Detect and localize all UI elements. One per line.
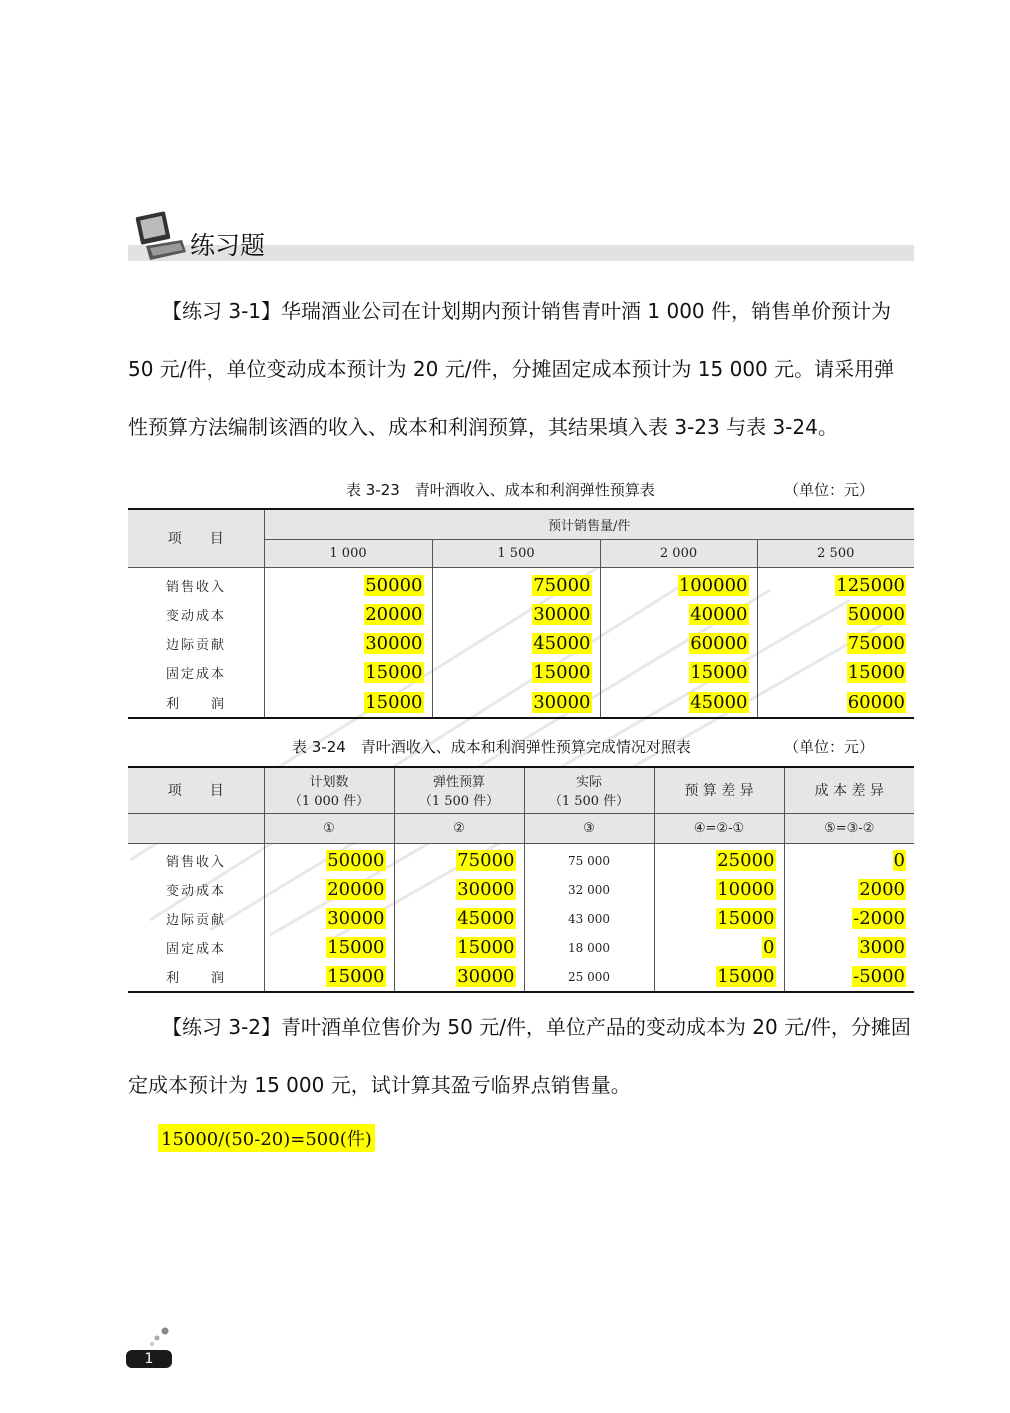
exercise-2-line2: 定成本预计为 15 000 元，试计算其盈亏临界点销售量。 <box>128 1073 631 1097</box>
cell-value: 3000 <box>859 937 905 958</box>
table-row <box>128 846 914 875</box>
cell-value: 20000 <box>327 879 385 900</box>
exercise-2-text <box>128 998 914 1114</box>
cell-value: 30000 <box>365 633 423 654</box>
marker: ⑤=③-② <box>784 813 914 843</box>
row-label: 变动成本 <box>166 884 227 899</box>
cell-value: 45000 <box>690 691 748 713</box>
cell-value: 30000 <box>533 604 591 625</box>
table-row <box>128 962 914 992</box>
page-number: 1 <box>126 1350 172 1368</box>
cell-value: 15000 <box>717 908 775 929</box>
cell-value: 50000 <box>327 850 385 871</box>
row-label: 销售收入 <box>166 855 227 870</box>
cell-value: 60000 <box>847 691 905 713</box>
row-label: 变动成本 <box>166 609 227 624</box>
cell-value: -5000 <box>853 966 905 987</box>
table2-caption: 表 3-24 青叶酒收入、成本和利润弹性预算完成情况对照表 <box>292 738 691 756</box>
table1-group-header: 预计销售量/件 <box>264 509 914 539</box>
table-row <box>128 629 914 658</box>
cell-value: 0 <box>893 850 905 871</box>
cell-value: 15000 <box>327 937 385 958</box>
marker: ④=②-① <box>654 813 784 843</box>
cell-value: 15000 <box>365 691 423 713</box>
table-row <box>128 687 914 718</box>
cell-value: 15000 <box>717 966 775 987</box>
cell-value: 15000 <box>365 662 423 683</box>
cell-value: -2000 <box>853 908 905 929</box>
row-label: 边际贡献 <box>166 913 227 928</box>
laptop-icon <box>132 210 186 262</box>
table-row <box>128 571 914 600</box>
cell-value: 45000 <box>457 908 515 929</box>
cell-value: 20000 <box>365 604 423 625</box>
cell-value: 40000 <box>690 604 748 625</box>
table-row <box>128 658 914 687</box>
answer: 15000/(50-20)=500(件) <box>158 1124 375 1152</box>
cell-value: 75000 <box>847 633 905 654</box>
exercise-1-line1: 华瑞酒业公司在计划期内预计销售青叶酒 1 000 件，销售单价预计为 <box>281 299 892 323</box>
exercise-1-text <box>128 282 914 456</box>
table-3-23 <box>128 508 914 719</box>
table1-item-header: 项 目 <box>128 509 264 567</box>
table1-col-header: 1 500 <box>432 539 600 567</box>
cell-value: 2000 <box>859 879 905 900</box>
cell-value: 50000 <box>365 575 423 596</box>
cell-value: 18 000 <box>524 933 654 962</box>
row-label: 销售收入 <box>166 580 227 595</box>
table-row <box>128 600 914 629</box>
table1-col-header: 2 000 <box>600 539 757 567</box>
table2-col-subheader: （1 500 件） <box>418 794 500 810</box>
exercise-1-line3: 性预算方法编制该酒的收入、成本和利润预算，其结果填入表 3-23 与表 3-24。 <box>128 415 838 439</box>
table1-col-header: 2 500 <box>757 539 914 567</box>
cell-value: 10000 <box>717 879 775 900</box>
table2-col-header: 成 本 差 异 <box>784 767 914 813</box>
cell-value: 45000 <box>533 633 591 654</box>
cell-value: 30000 <box>533 691 591 713</box>
cell-value: 30000 <box>457 966 515 987</box>
cell-value: 15000 <box>457 937 515 958</box>
cell-value: 25000 <box>717 850 775 871</box>
cell-value: 15000 <box>533 662 591 683</box>
row-label: 边际贡献 <box>166 638 227 653</box>
cell-value: 50000 <box>847 604 905 625</box>
table2-col-header: 预 算 差 异 <box>654 767 784 813</box>
table-row <box>128 933 914 962</box>
marker: ② <box>394 813 524 843</box>
row-label: 固定成本 <box>166 942 227 957</box>
table1-caption: 表 3-23 青叶酒收入、成本和利润弹性预算表 <box>346 481 655 499</box>
table-3-24 <box>128 766 914 993</box>
exercise-2-tag: 【练习 3-2】 <box>162 1015 282 1039</box>
table2-col-header: 弹性预算 <box>432 775 485 791</box>
cell-value: 15000 <box>690 662 748 683</box>
cell-value: 25 000 <box>524 962 654 992</box>
cell-value: 125000 <box>836 575 905 596</box>
row-label: 利 润 <box>166 696 227 712</box>
table1-col-header: 1 000 <box>264 539 432 567</box>
table2-item-header: 项 目 <box>128 767 264 813</box>
exercise-1-tag: 【练习 3-1】 <box>162 299 282 323</box>
table2-col-subheader: （1 500 件） <box>548 794 630 810</box>
exercise-1-line2: 50 元/件，单位变动成本预计为 20 元/件，分摊固定成本预计为 15 000 元。请采用弹 <box>128 357 895 381</box>
marker: ③ <box>524 813 654 843</box>
cell-value: 43 000 <box>524 904 654 933</box>
table2-col-header: 实际 <box>575 775 602 791</box>
table2-col-header: 计划数 <box>309 775 349 791</box>
cell-value: 0 <box>763 937 775 958</box>
table-row <box>128 875 914 904</box>
cell-value: 15000 <box>847 662 905 683</box>
cell-value: 75 000 <box>524 846 654 875</box>
cell-value: 60000 <box>690 633 748 654</box>
decorative-dots-icon <box>148 1326 172 1348</box>
row-label: 固定成本 <box>166 667 227 682</box>
table2-col-subheader: （1 000 件） <box>288 794 370 810</box>
cell-value: 30000 <box>327 908 385 929</box>
row-label: 利 润 <box>166 971 227 986</box>
table-row <box>128 904 914 933</box>
table2-unit: （单位：元） <box>784 738 875 756</box>
cell-value: 15000 <box>327 966 385 987</box>
cell-value: 30000 <box>457 879 515 900</box>
marker: ① <box>264 813 394 843</box>
section-title: 练习题 <box>190 231 266 260</box>
table1-unit: （单位：元） <box>784 481 875 499</box>
cell-value: 32 000 <box>524 875 654 904</box>
cell-value: 75000 <box>533 575 591 596</box>
cell-value: 100000 <box>678 575 748 596</box>
cell-value: 75000 <box>457 850 515 871</box>
exercise-2-line1: 青叶酒单位售价为 50 元/件，单位产品的变动成本为 20 元/件，分摊固 <box>281 1015 911 1039</box>
